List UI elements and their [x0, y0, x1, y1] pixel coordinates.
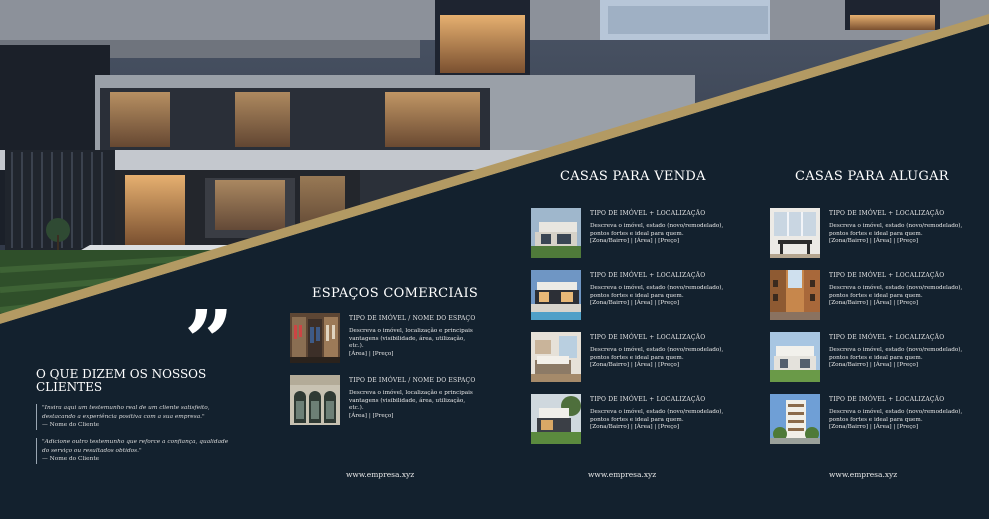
storefront-photo: [290, 375, 340, 425]
listing-meta: [Área] | [Preço]: [349, 350, 394, 357]
quote-mark-icon: ”: [184, 292, 234, 393]
testimonial-quote: "Adicione outro testemunho que reforce a confiança, qualidade do serviço ou resultados obtidos.": [42, 439, 229, 454]
listing-item[interactable]: [770, 270, 975, 320]
garden-house-photo: [531, 394, 581, 444]
listing-type: TIPO DE IMÓVEL + LOCALIZAÇÃO: [829, 334, 945, 341]
dining-room-photo: [770, 208, 820, 258]
apartment-tower-photo: [770, 394, 820, 444]
listing-item[interactable]: [531, 394, 736, 444]
listing-type: TIPO DE IMÓVEL / NOME DO ESPAÇO: [349, 377, 476, 384]
old-street-photo: [770, 270, 820, 320]
testimonial-2: [36, 438, 236, 464]
listing-meta: [Área] | [Preço]: [349, 412, 394, 419]
listing-type: TIPO DE IMÓVEL + LOCALIZAÇÃO: [590, 396, 706, 403]
listing-type: TIPO DE IMÓVEL / NOME DO ESPAÇO: [349, 315, 476, 322]
website-url[interactable]: www.empresa.xyz: [346, 470, 415, 479]
testimonials-title: O QUE DIZEM OS NOSSOS CLIENTES: [36, 367, 207, 394]
listing-description: Descreva o imóvel, localização e principais vantagens (visibilidade, área, utilização, etc.).: [349, 328, 473, 350]
listing-description: Descreva o imóvel, localização e principais vantagens (visibilidade, área, utilização, etc.).: [349, 390, 473, 412]
listing-item[interactable]: [531, 270, 736, 320]
listing-item[interactable]: [770, 332, 975, 382]
testimonial-quote: "Insira aqui um testemunho real de um cliente satisfeito, destacando a experiência positiva com a sua empresa.": [42, 405, 210, 420]
listing-type: TIPO DE IMÓVEL + LOCALIZAÇÃO: [590, 334, 706, 341]
listing-meta: [Zona/Bairro] | [Área] | [Preço]: [829, 300, 919, 307]
listing-description: Descreva o imóvel, estado (novo/remodelado), pontos fortes e ideal para quem.: [829, 347, 963, 361]
listing-meta: [Zona/Bairro] | [Área] | [Preço]: [829, 424, 919, 431]
listing-description: Descreva o imóvel, estado (novo/remodelado), pontos fortes e ideal para quem.: [590, 347, 724, 361]
for-rent-title: CASAS PARA ALUGAR: [795, 169, 949, 184]
listing-description: Descreva o imóvel, estado (novo/remodelado), pontos fortes e ideal para quem.: [829, 409, 963, 423]
bedroom-photo: [531, 332, 581, 382]
listing-item[interactable]: [290, 375, 480, 425]
listing-item[interactable]: [531, 332, 736, 382]
listing-type: TIPO DE IMÓVEL + LOCALIZAÇÃO: [590, 272, 706, 279]
listing-item[interactable]: [531, 208, 736, 258]
testimonial-author: — Nome do Cliente: [42, 422, 100, 428]
listing-meta: [Zona/Bairro] | [Área] | [Preço]: [590, 300, 680, 307]
listing-item[interactable]: [770, 394, 975, 444]
listing-meta: [Zona/Bairro] | [Área] | [Preço]: [829, 362, 919, 369]
listing-meta: [Zona/Bairro] | [Área] | [Preço]: [829, 238, 919, 245]
clothing-store-photo: [290, 313, 340, 363]
listing-description: Descreva o imóvel, estado (novo/remodelado), pontos fortes e ideal para quem.: [829, 223, 963, 237]
listing-description: Descreva o imóvel, estado (novo/remodelado), pontos fortes e ideal para quem.: [590, 223, 724, 237]
testimonial-author: — Nome do Cliente: [42, 456, 100, 462]
listing-type: TIPO DE IMÓVEL + LOCALIZAÇÃO: [829, 272, 945, 279]
modern-house-photo: [531, 208, 581, 258]
white-house-photo: [770, 332, 820, 382]
listing-description: Descreva o imóvel, estado (novo/remodelado), pontos fortes e ideal para quem.: [829, 285, 963, 299]
listing-meta: [Zona/Bairro] | [Área] | [Preço]: [590, 424, 680, 431]
for-sale-title: CASAS PARA VENDA: [560, 169, 706, 184]
listing-meta: [Zona/Bairro] | [Área] | [Preço]: [590, 238, 680, 245]
listing-item[interactable]: [770, 208, 975, 258]
listing-description: Descreva o imóvel, estado (novo/remodelado), pontos fortes e ideal para quem.: [590, 285, 724, 299]
testimonial-1: [36, 404, 236, 430]
website-url[interactable]: www.empresa.xyz: [588, 470, 657, 479]
listing-item[interactable]: [290, 313, 480, 363]
commercial-title: ESPAÇOS COMERCIAIS: [312, 286, 479, 301]
listing-type: TIPO DE IMÓVEL + LOCALIZAÇÃO: [829, 396, 945, 403]
website-url[interactable]: www.empresa.xyz: [829, 470, 898, 479]
listing-meta: [Zona/Bairro] | [Área] | [Preço]: [590, 362, 680, 369]
listing-type: TIPO DE IMÓVEL + LOCALIZAÇÃO: [590, 210, 706, 217]
listing-type: TIPO DE IMÓVEL + LOCALIZAÇÃO: [829, 210, 945, 217]
villa-pool-photo: [531, 270, 581, 320]
listing-description: Descreva o imóvel, estado (novo/remodelado), pontos fortes e ideal para quem.: [590, 409, 724, 423]
